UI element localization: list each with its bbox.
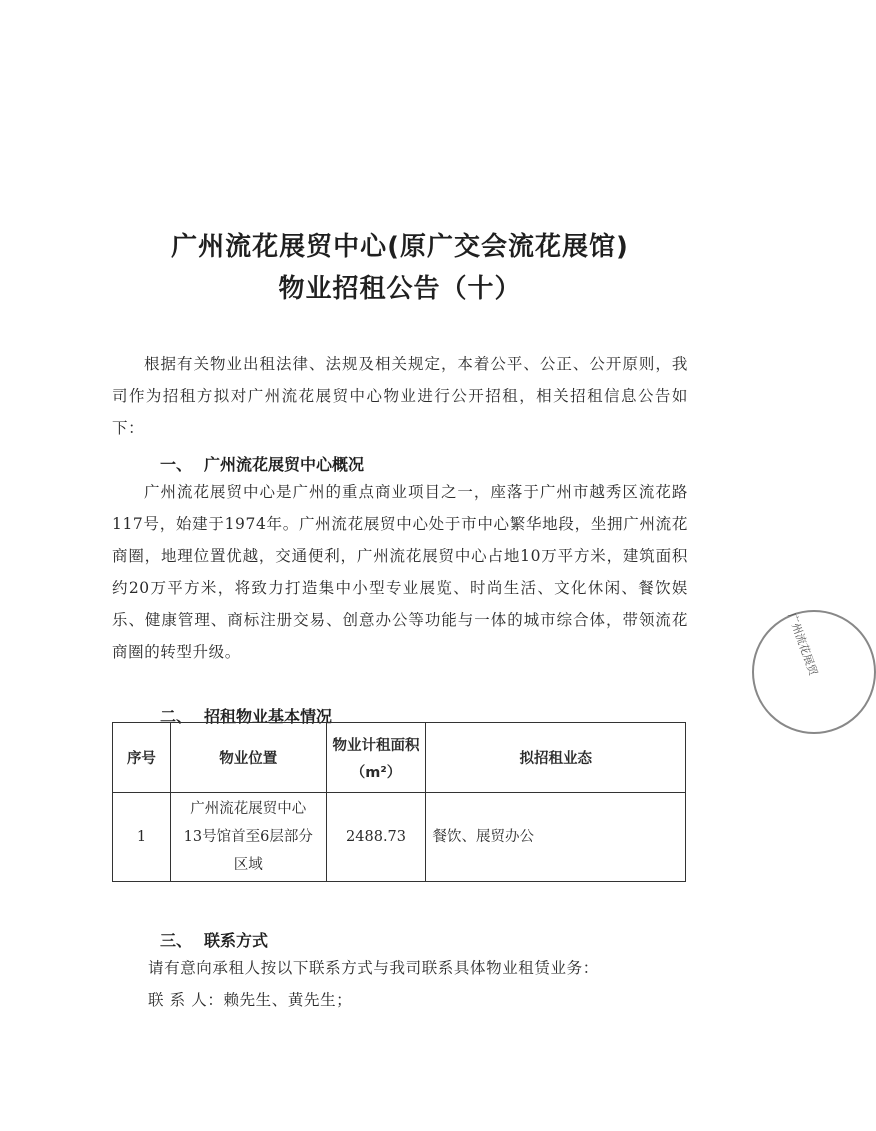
section-3-number: 三、: [160, 931, 193, 950]
header-area-unit: （m²）: [350, 764, 402, 781]
cell-usage: 餐饮、展贸办公: [426, 793, 686, 882]
cell-location-line-3: 区域: [233, 857, 263, 873]
property-table: [112, 722, 686, 882]
title-line-2: 物业招租公告（十）: [278, 274, 522, 304]
contact-person-value: 赖先生、黄先生；: [223, 991, 353, 1009]
section-2-title: 招租物业基本情况: [204, 707, 333, 726]
title-line-1: 广州流花展贸中心(原广交会流花展馆): [171, 232, 629, 262]
section-1-number: 一、: [160, 455, 193, 474]
header-usage: 拟招租业态: [426, 723, 686, 793]
section-1-heading: [160, 452, 364, 475]
section-2-number: 二、: [160, 707, 193, 726]
cell-area: 2488.73: [326, 793, 426, 882]
cell-location: [170, 793, 326, 882]
table-row: [113, 793, 686, 882]
header-location: 物业位置: [170, 723, 326, 793]
cell-index: 1: [113, 793, 171, 882]
contact-person-line: [148, 988, 352, 1010]
section-3-title: 联系方式: [204, 931, 269, 950]
table-header-row: [113, 723, 686, 793]
header-area: [326, 723, 426, 793]
cell-location-line-2: 13号馆首至6层部分: [183, 829, 313, 845]
section-1-title: 广州流花展贸中心概况: [204, 455, 365, 474]
cell-location-line-1: 广州流花展贸中心: [190, 801, 307, 817]
header-index: 序号: [113, 723, 171, 793]
contact-person-label: 联 系 人：: [148, 991, 224, 1009]
section-3-heading: [160, 928, 268, 951]
section-1-body: 广州流花展贸中心是广州的重点商业项目之一，座落于广州市越秀区流花路117号，始建于1974年。广州流花展贸中心处于市中心繁华地段，坐拥广州流花商圈，地理位置优越，交通便利，广州流花展贸中心占地10万平方米，建筑面积约20万平方米，将致力打造集中小型专业展览、时尚生活、文化休闲、餐饮娱乐、健康管理、商标注册交易、创意办公等功能与一体的城市综合体，带领流花商圈的转型升级。: [112, 483, 688, 661]
company-seal-text: 广州流花展贸: [785, 610, 820, 678]
contact-instruction: 请有意向承租人按以下联系方式与我司联系具体物业租赁业务：: [148, 959, 599, 977]
intro-paragraph: 根据有关物业出租法律、法规及相关规定，本着公平、公正、公开原则，我司作为招租方拟对广州流花展贸中心物业进行公开招租，相关招租信息公告如下：: [112, 355, 688, 437]
header-area-label: 物业计租面积: [332, 737, 420, 754]
